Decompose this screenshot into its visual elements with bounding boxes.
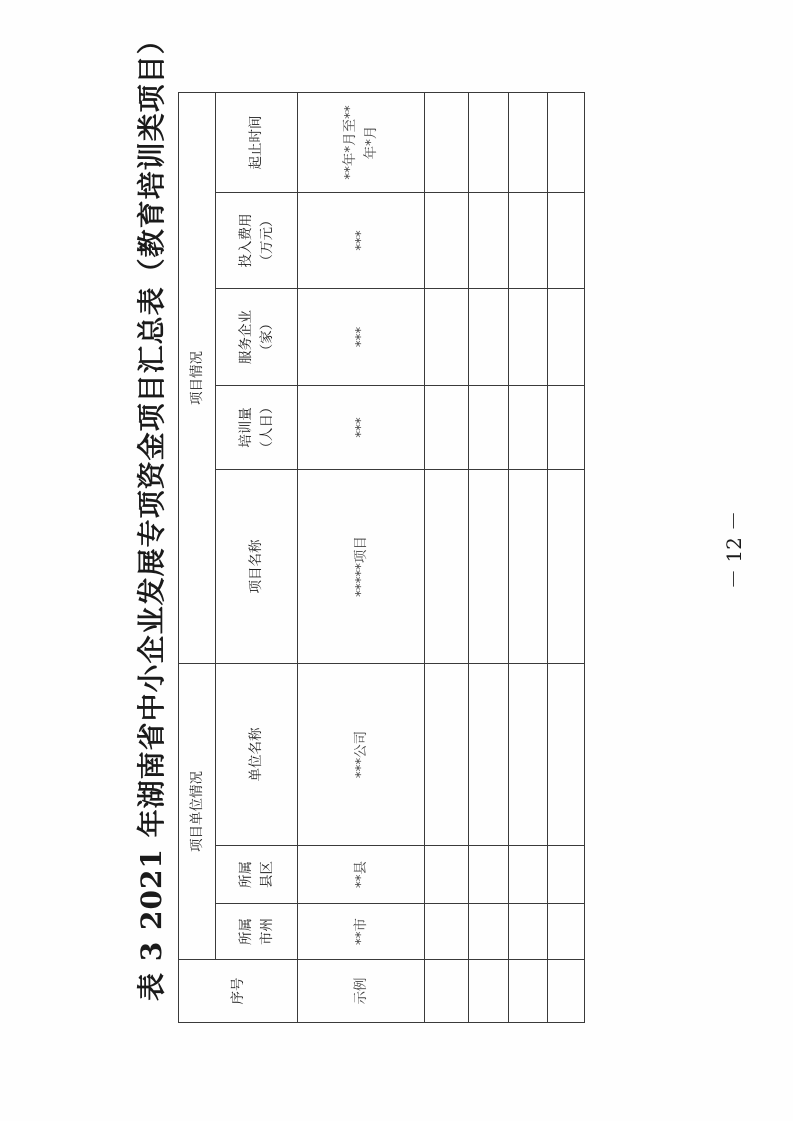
- header-row-1: [179, 92, 216, 1022]
- cell-cost: ***: [298, 192, 425, 288]
- header-project-group: 项目情况: [179, 92, 216, 663]
- header-county: 所属 县区: [216, 846, 298, 904]
- cell-county: **县: [298, 846, 425, 904]
- cell-enterprises: ***: [298, 288, 425, 385]
- header-cost: 投入费用 （万元）: [216, 192, 298, 288]
- table-row: [509, 92, 548, 1022]
- header-period: 起止时间: [216, 92, 298, 192]
- header-unit-group: 项目单位情况: [179, 663, 216, 959]
- header-enterprises: 服务企业 （家）: [216, 288, 298, 385]
- cell-project-name: *****项目: [298, 469, 425, 663]
- document-title: 表 3 2021 年湖南省中小企业发展专项资金项目汇总表（教育培训类项目）: [135, 25, 168, 1001]
- table-row: [548, 92, 585, 1022]
- header-seq: 序号: [179, 960, 298, 1023]
- table-row: [469, 92, 509, 1022]
- summary-table: [178, 92, 585, 1023]
- cell-seq: 示例: [298, 960, 425, 1023]
- example-row: [298, 92, 425, 1022]
- table-row: [425, 92, 469, 1022]
- page-number: － 12 －: [722, 510, 746, 589]
- header-training: 培训量 （人日）: [216, 385, 298, 469]
- header-unit-name: 单位名称: [216, 663, 298, 845]
- cell-period: **年*月至** 年*月: [298, 92, 425, 192]
- header-city: 所属 市州: [216, 904, 298, 960]
- cell-training: ***: [298, 385, 425, 469]
- header-row-2: [216, 92, 298, 1022]
- cell-city: **市: [298, 904, 425, 960]
- cell-unit-name: ***公司: [298, 663, 425, 845]
- header-project-name: 项目名称: [216, 469, 298, 663]
